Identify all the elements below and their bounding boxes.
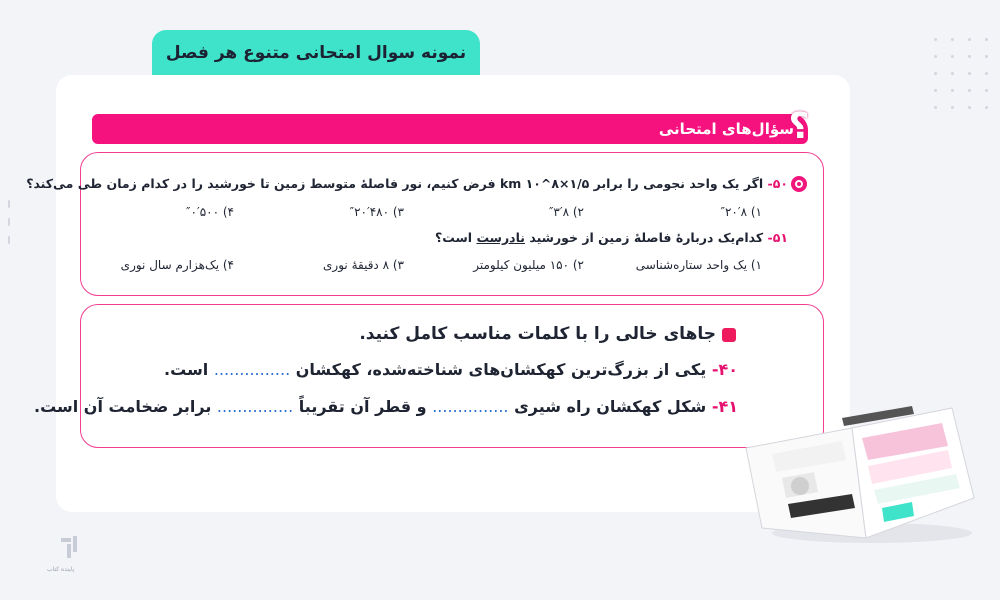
q51-option-2[interactable]: ۲) ۱۵۰ میلیون کیلومتر xyxy=(473,258,584,272)
q51-option-3[interactable]: ۳) ۸ دقیقهٔ نوری xyxy=(323,258,404,272)
questions-header-label: سؤال‌های امتحانی xyxy=(658,120,794,138)
q51-line xyxy=(435,230,788,245)
q50-option-2[interactable]: ۲) ″۳′۸ xyxy=(548,205,584,219)
q40-number: ۴۰- xyxy=(711,360,738,379)
questions-header-title xyxy=(659,114,794,144)
q50-text: اگر یک واحد نجومی را برابر km ۱۰^۸×۱/۵ فرض کنیم، نور فاصلهٔ متوسط زمین تا خورشید را در کدام زمان طی می‌کند؟ xyxy=(26,176,764,191)
publisher-logo xyxy=(58,532,84,570)
target-icon xyxy=(791,176,807,192)
question-mark-icon: ؟ xyxy=(788,106,810,147)
q50-option-4[interactable]: ۴) ″۰′۵۰۰ xyxy=(186,205,234,219)
q51-option-1[interactable]: ۱) یک واحد ستاره‌شناسی xyxy=(635,258,762,272)
questions-header xyxy=(92,106,810,147)
decorative-dots xyxy=(934,38,988,109)
q40-blank[interactable]: ............... xyxy=(213,360,291,379)
q41-text-b: و قطر آن تقریباً xyxy=(298,397,427,416)
open-book-image xyxy=(742,388,978,548)
q41-blank-2[interactable]: ............... xyxy=(216,397,294,416)
questions-box xyxy=(80,152,824,296)
q41-text-c: برابر ضخامت آن است. xyxy=(33,397,212,416)
publisher-logo-text: پاینده کتاب xyxy=(47,566,75,573)
fill-blanks-title: جاهای خالی را با کلمات مناسب کامل کنید. xyxy=(359,324,716,344)
q51-number: ۵۱- xyxy=(767,230,788,245)
q51-text-underlined: نادرست xyxy=(476,230,525,245)
fill-question-40 xyxy=(164,360,738,379)
q40-text-a: یکی از بزرگ‌ترین کهکشان‌های شناخته‌شده، کهکشان xyxy=(295,360,707,379)
q41-text-a: شکل کهکشان راه شیری xyxy=(514,397,707,416)
fill-question-41 xyxy=(34,397,738,416)
q50-line xyxy=(26,176,788,191)
square-bullet-icon xyxy=(722,328,736,342)
decorative-dashes xyxy=(8,200,11,244)
q50-option-1[interactable]: ۱) ″۲۰′۸ xyxy=(720,205,762,219)
q50-option-3[interactable]: ۳) ″۲۰′۴۸۰ xyxy=(349,205,404,219)
q51-text-before: کدام‌یک دربارهٔ فاصلهٔ زمین از خورشید xyxy=(529,230,764,245)
q51-option-4[interactable]: ۴) یک‌هزارم سال نوری xyxy=(120,258,234,272)
section-tag: نمونه سوال امتحانی متنوع هر فصل xyxy=(152,30,480,75)
q41-blank-1[interactable]: ............... xyxy=(432,397,509,416)
q50-number: ۵۰- xyxy=(767,176,788,191)
q51-text-after: است؟ xyxy=(435,230,473,245)
q41-number: ۴۱- xyxy=(711,397,738,416)
q40-text-b: است. xyxy=(164,360,209,379)
